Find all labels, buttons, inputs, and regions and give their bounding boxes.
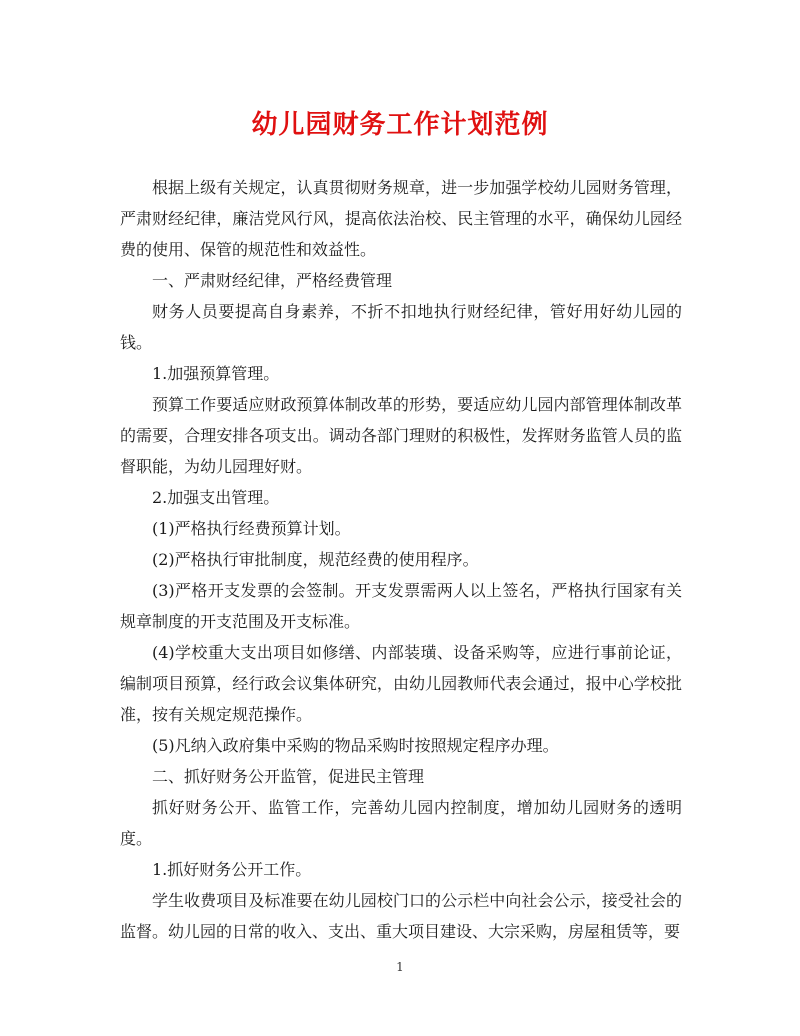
paragraph: 预算工作要适应财政预算体制改革的形势，要适应幼儿园内部管理体制改革的需要，合理安排各项支出。调动各部门理财的积极性，发挥财务监管人员的监督职能，为幼儿园理好财。	[120, 395, 682, 476]
page-number: 1	[396, 960, 404, 974]
subsection-heading: 2.加强支出管理。	[152, 488, 280, 507]
paragraph: 根据上级有关规定，认真贯彻财务规章，进一步加强学校幼儿园财务管理，严肃财经纪律，廉洁党风行风，提高依法治校、民主管理的水平，确保幼儿园经费的使用、保管的规范性和效益性。	[120, 178, 682, 259]
section-heading: 一、严肃财经纪律，严格经费管理	[152, 271, 393, 290]
paragraph: 学生收费项目及标准要在幼儿园校门口的公示栏中向社会公示，接受社会的监督。幼儿园的日常的收入、支出、重大项目建设、大宗采购，房屋租赁等，要	[120, 891, 682, 941]
document-title: 幼儿园财务工作计划范例	[251, 110, 549, 140]
subsection-heading: 1.加强预算管理。	[152, 364, 280, 383]
section-heading: 二、抓好财务公开监管，促进民主管理	[152, 767, 425, 786]
list-item: (4)学校重大支出项目如修缮、内部装璜、设备采购等，应进行事前论证，编制项目预算，经行政会议集体研究，由幼儿园教师代表会通过，报中心学校批准，按有关规定规范操作。	[120, 643, 682, 724]
list-item: (2)严格执行审批制度，规范经费的使用程序。	[152, 550, 479, 569]
subsection-heading: 1.抓好财务公开工作。	[152, 860, 312, 879]
document-body	[120, 172, 682, 947]
list-item: (5)凡纳入政府集中采购的物品采购时按照规定程序办理。	[152, 736, 559, 755]
paragraph: 财务人员要提高自身素养，不折不扣地执行财经纪律，管好用好幼儿园的钱。	[120, 302, 682, 352]
paragraph: 抓好财务公开、监管工作，完善幼儿园内控制度，增加幼儿园财务的透明度。	[120, 798, 682, 848]
list-item: (3)严格开支发票的会签制。开支发票需两人以上签名，严格执行国家有关规章制度的开支范围及开支标准。	[120, 581, 682, 631]
list-item: (1)严格执行经费预算计划。	[152, 519, 351, 538]
